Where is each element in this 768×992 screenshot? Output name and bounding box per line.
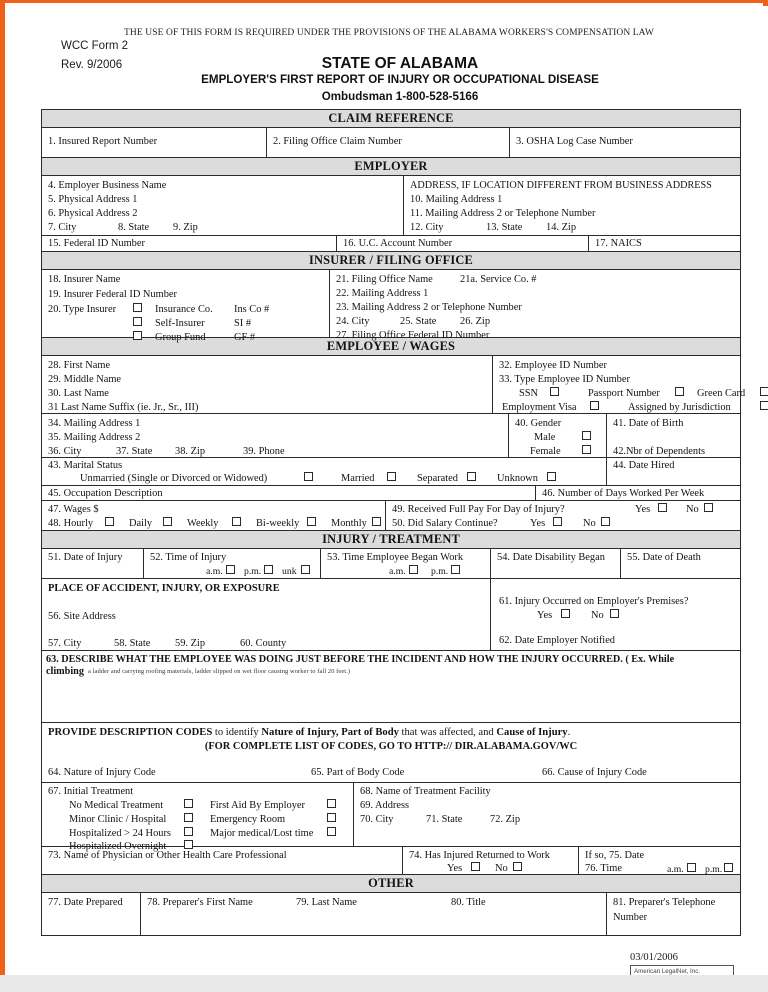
field-date-disability-began[interactable]: 54. Date Disability Began [490,549,620,578]
row-injury-description[interactable] [42,651,740,723]
row-claim-reference [42,128,740,158]
return-date-time-block[interactable]: If so, 75. Date 76. Time a.m. p.m. [578,847,740,874]
section-band-claim-reference: CLAIM REFERENCE [42,110,740,128]
vendor-name: American LegalNet, Inc. [634,968,701,975]
section-band-injury-treatment: INJURY / TREATMENT [42,531,740,549]
field-occupation-description[interactable]: 45. Occupation Description [48,488,163,499]
checkbox-major-medical-lost-time[interactable] [327,827,336,836]
row-employee-address [42,414,740,458]
field-days-worked-per-week[interactable]: 46. Number of Days Worked Per Week [535,486,740,500]
field-insured-report-number[interactable]: 1. Insured Report Number [48,136,158,147]
ombudsman-line: Ombudsman 1-800-528-5166 [321,90,479,103]
employee-gender-block[interactable]: 40. Gender Male Female [508,414,606,457]
wages-block[interactable]: 47. Wages $ 48. Hourly Daily Weekly Bi-weekly Monthly [42,501,385,530]
checkbox-wage-monthly[interactable] [372,517,381,526]
checkbox-self-insurer[interactable] [133,317,142,326]
field-physician-name[interactable]: 73. Name of Physician or Other Health Care Professional [48,850,287,861]
checkbox-began-work-pm[interactable] [451,565,460,574]
checkbox-premises-yes[interactable] [561,609,570,618]
row-place-of-accident [42,579,740,651]
row-physician-return-to-work [42,847,740,875]
checkbox-injury-time-am[interactable] [226,565,235,574]
form-sheet [10,6,768,978]
checkbox-full-pay-yes[interactable] [658,503,667,512]
checkbox-passport-number[interactable] [675,387,684,396]
filing-office-block[interactable]: 21. Filing Office Name 21a. Service Co. # 22. Mailing Address 1 23. Mailing Address 2 or Telephone Number 24. City 25. State 26. Zip 27. Filing Office Federal ID Number [329,270,740,337]
field-time-began-work[interactable]: 53. Time Employee Began Work a.m. p.m. [320,549,490,578]
section-band-insurer: INSURER / FILING OFFICE [42,252,740,270]
checkbox-return-time-pm[interactable] [724,863,733,872]
employee-id-block[interactable]: 32. Employee ID Number 33. Type Employee ID Number SSN Passport Number Green Card Employment Visa Assigned by Jurisdiction [492,356,740,413]
field-part-of-body-code[interactable]: 65. Part of Body Code [311,767,405,778]
treatment-facility-block[interactable]: 68. Name of Treatment Facility 69. Address 70. City 71. State 72. Zip [353,783,740,846]
checkbox-injury-time-unk[interactable] [301,565,310,574]
checkbox-no-medical-treatment[interactable] [184,799,193,808]
row-wages [42,501,740,531]
checkbox-salary-continue-yes[interactable] [553,517,562,526]
section-band-employer: EMPLOYER [42,158,740,176]
field-federal-id-number[interactable]: 15. Federal ID Number [48,238,145,249]
field-date-of-injury[interactable]: 51. Date of Injury [48,552,123,563]
checkbox-minor-clinic-hospital[interactable] [184,813,193,822]
employee-name-block[interactable]: 28. First Name 29. Middle Name 30. Last Name 31 Last Name Suffix (ie. Jr., Sr., III) [48,360,199,413]
field-date-of-death[interactable]: 55. Date of Death [620,549,740,578]
checkbox-employment-visa[interactable] [590,401,599,410]
checkbox-marital-unmarried[interactable] [304,472,313,481]
checkbox-wage-daily[interactable] [163,517,172,526]
footer-date: 03/01/2006 [630,952,678,963]
row-employer-address [42,176,740,236]
pay-questions-block[interactable]: 49. Received Full Pay For Day of Injury? Yes No 50. Did Salary Continue? Yes No [385,501,740,530]
checkbox-green-card[interactable] [760,387,768,396]
checkbox-marital-separated[interactable] [467,472,476,481]
checkbox-group-fund[interactable] [133,331,142,340]
form-revision: Rev. 9/2006 [61,59,123,71]
section-band-other: OTHER [42,875,740,893]
row-other [42,893,740,935]
field-cause-of-injury-code[interactable]: 66. Cause of Injury Code [542,767,647,778]
checkbox-marital-married[interactable] [387,472,396,481]
employee-dob-dependents-block[interactable]: 41. Date of Birth 42.Nbr of Dependents [606,414,740,457]
checkbox-injury-time-pm[interactable] [264,565,273,574]
checkbox-returned-to-work-no[interactable] [513,862,522,871]
description-codes-url: (FOR COMPLETE LIST OF CODES, GO TO HTTP:// DIR.ALABAMA.GOV/WC [204,741,578,752]
checkbox-wage-weekly[interactable] [232,517,241,526]
checkbox-premises-no[interactable] [610,609,619,618]
row-employee-name [42,356,746,414]
checkbox-wage-hourly[interactable] [105,517,114,526]
checkbox-hospitalized-24-hours[interactable] [184,827,193,836]
checkbox-first-aid-by-employer[interactable] [327,799,336,808]
checkbox-salary-continue-no[interactable] [601,517,610,526]
state-title: STATE OF ALABAMA [321,55,479,72]
row-injury-dates [42,549,740,579]
form-body [41,109,746,936]
checkbox-gender-male[interactable] [582,431,591,440]
checkbox-wage-biweekly[interactable] [307,517,316,526]
form-title: EMPLOYER'S FIRST REPORT OF INJURY OR OCCUPATIONAL DISEASE [201,73,599,86]
initial-treatment-block[interactable]: 67. Initial Treatment No Medical Treatment Minor Clinic / Hospital Hospitalized > 24 Hours Hospitalized Overnight First Aid By Employer Emergency Room Major medical/Lost time [42,783,353,846]
injury-description-example-bold: climbing [46,666,84,677]
row-employer-ids [42,236,740,252]
injury-description-example-small: a ladder and carrying roofing materials, ladder slipped on wet floor causing worker to fall 20 feet.) [88,668,351,675]
row-occupation [42,486,740,501]
marital-status-block[interactable]: 43. Marital Status Unmarried (Single or Divorced or Widowed) Married Separated Unknown [42,458,606,485]
form-number: WCC Form 2 [61,40,129,52]
checkbox-full-pay-no[interactable] [704,503,713,512]
field-nature-of-injury-code[interactable]: 64. Nature of Injury Code [48,767,156,778]
field-osha-log-case-number[interactable]: 3. OSHA Log Case Number [509,128,740,157]
employee-address-block[interactable]: 34. Mailing Address 1 35. Mailing Address 2 36. City 37. State 38. Zip 39. Phone [48,418,285,457]
insurer-block[interactable]: 18. Insurer Name 19. Insurer Federal ID Number 20. Type Insurer Insurance Co. Ins Co # Self-Insurer SI # Group Fund GF # [48,274,270,343]
checkbox-assigned-by-jurisdiction[interactable] [760,401,768,410]
row-marital-status [42,458,740,486]
description-codes-instruction: PROVIDE DESCRIPTION CODES to identify Nature of Injury, Part of Body that was affected, and Cause of Injury. [48,727,571,738]
checkbox-gender-female[interactable] [582,445,591,454]
top-notice: THE USE OF THIS FORM IS REQUIRED UNDER THE PROVISIONS OF THE ALABAMA WORKERS'S COMPENSATION LAW [124,28,654,38]
checkbox-emergency-room[interactable] [327,813,336,822]
checkbox-returned-to-work-yes[interactable] [471,862,480,871]
returned-to-work-block[interactable]: 74. Has Injured Returned to Work Yes No [402,847,578,874]
employer-mailing-block[interactable]: ADDRESS, IF LOCATION DIFFERENT FROM BUSINESS ADDRESS 10. Mailing Address 1 11. Mailing Address 2 or Telephone Number 12. City 13. State 14. Zip [403,176,740,235]
field-date-prepared[interactable]: 77. Date Prepared [48,897,123,908]
row-insurer [42,270,740,343]
place-of-accident-block[interactable]: PLACE OF ACCIDENT, INJURY, OR EXPOSURE 56. Site Address 57. City 58. State 59. Zip 60. County [48,583,287,649]
field-preparer-telephone[interactable]: 81. Preparer's Telephone Number [606,893,740,935]
checkbox-return-time-am[interactable] [687,863,696,872]
checkbox-ssn[interactable] [550,387,559,396]
checkbox-marital-unknown[interactable] [547,472,556,481]
field-naics[interactable]: 17. NAICS [588,236,740,251]
injury-description-prompt: 63. DESCRIBE WHAT THE EMPLOYEE WAS DOING JUST BEFORE THE INCIDENT AND HOW THE INJURY OCCURRED. ( Ex. While [46,654,675,665]
employer-business-block[interactable]: 4. Employer Business Name 5. Physical Address 1 6. Physical Address 2 7. City 8. State 9. Zip [48,180,198,233]
row-initial-treatment [42,783,740,852]
section-band-employee-wages: EMPLOYEE / WAGES [42,338,740,356]
preparer-name-block[interactable]: 78. Preparer's First Name 79. Last Name 80. Title [140,893,606,935]
page-bottom-margin [0,975,768,992]
field-date-hired[interactable]: 44. Date Hired [606,458,740,485]
field-filing-office-claim-number[interactable]: 2. Filing Office Claim Number [266,128,509,157]
field-time-of-injury[interactable]: 52. Time of Injury a.m. p.m. unk [143,549,320,578]
checkbox-insurance-co[interactable] [133,303,142,312]
row-description-codes [42,723,740,783]
premises-notified-block[interactable]: 61. Injury Occurred on Employer's Premises? Yes No 62. Date Employer Notified [490,579,740,650]
checkbox-began-work-am[interactable] [409,565,418,574]
field-uc-account-number[interactable]: 16. U.C. Account Number [336,236,588,251]
